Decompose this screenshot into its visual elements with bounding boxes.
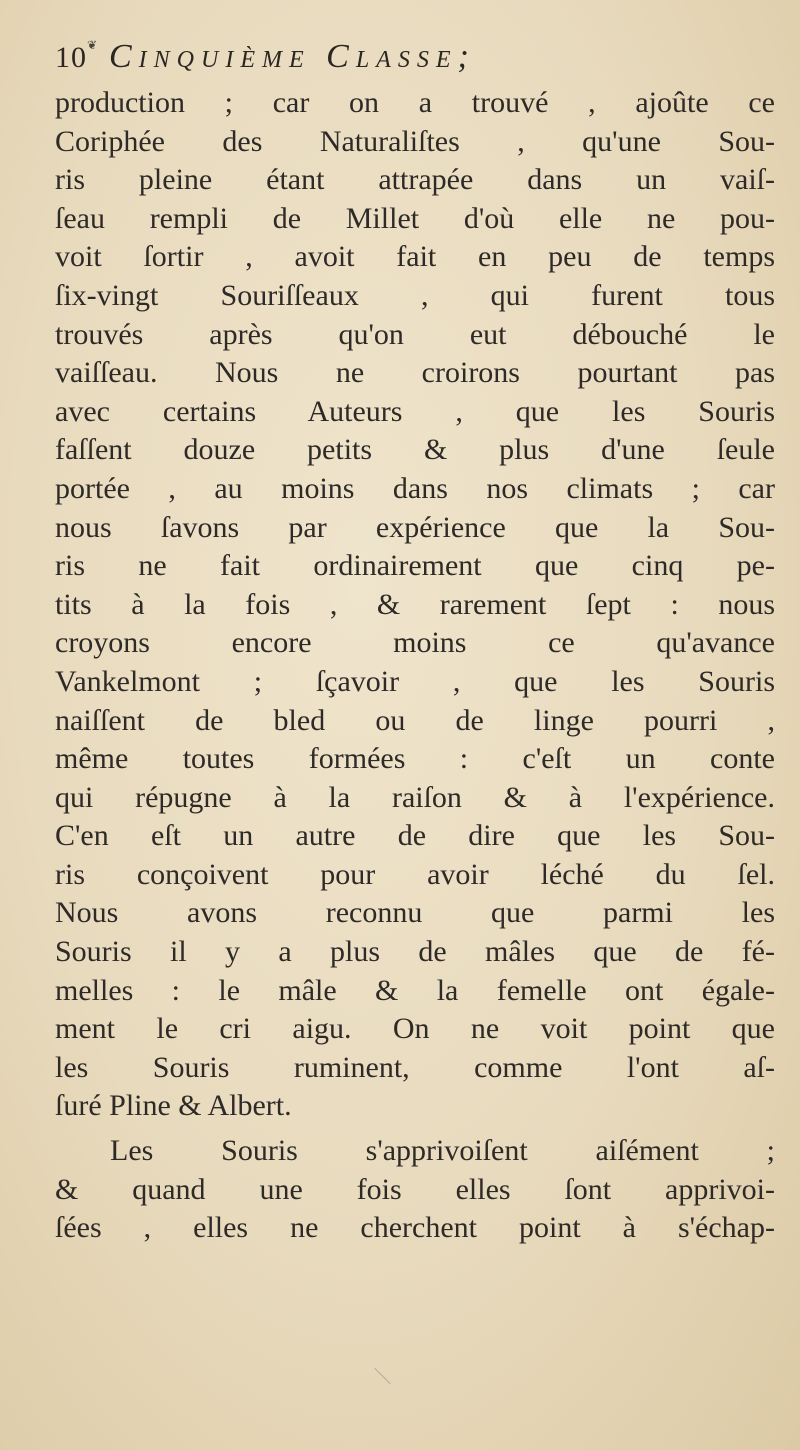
text-line: ſeau rempli de Millet d'où elle ne pou- [55,201,775,235]
text-line: ris ne fait ordinairement que cinq pe- [55,549,775,583]
text-line: tits à la fois , & rarement ſept : nous [55,587,775,621]
text-line: Coriphée des Naturaliſtes , qu'une Sou- [55,124,775,158]
text-line: vaiſſeau. Nous ne croirons pourtant pas [55,356,775,390]
text-line: C'en eſt un autre de dire que les Sou- [55,819,775,853]
text-line: même toutes formées : c'eſt un conte [55,742,775,776]
text-line: Vankelmont ; ſçavoir , que les Souris [55,664,775,698]
text-line: qui répugne à la raiſon & à l'expérience. [55,780,775,814]
text-line: Souris il y a plus de mâles que de fé- [55,935,775,969]
text-line: trouvés après qu'on eut débouché le [55,317,775,351]
text-line: les Souris ruminent, comme l'ont aſ- [55,1050,775,1084]
text-line: ris conçoivent pour avoir léché du ſel. [55,857,775,891]
text-line: ſuré Pline & Albert. [55,1089,292,1123]
text-line: ſix-vingt Souriſſeaux , qui furent tous [55,278,775,312]
body-text [55,84,775,1248]
printer-ornament-icon: ❦ [87,38,98,52]
text-line: Les Souris s'apprivoiſent aiſément ; [110,1134,775,1168]
text-line: voit ſortir , avoit fait en peu de temps [55,240,775,274]
text-line: Nous avons reconnu que parmi les [55,896,775,930]
text-line: ris pleine étant attrapée dans un vaiſ- [55,163,775,197]
text-line: ſées , elles ne cherchent point à s'échap- [55,1211,775,1245]
text-line: ment le cri aigu. On ne voit point que [55,1012,775,1046]
page-number: 10 [55,41,87,74]
text-line: avec certains Auteurs , que les Souris [55,394,775,428]
text-line: naiſſent de bled ou de linge pourri , [55,703,775,737]
text-line: croyons encore moins ce qu'avance [55,626,775,660]
text-line: production ; car on a trouvé , ajoûte ce [55,86,775,119]
running-head: Cinquième Classe; [109,38,476,75]
text-line: portée , au moins dans nos climats ; car [55,471,775,505]
text-line: & quand une fois elles ſont apprivoi- [55,1172,775,1206]
text-line: melles : le mâle & la femelle ont égale- [55,973,775,1007]
paper-blemish [374,1368,390,1384]
text-line: nous ſavons par expérience que la Sou- [55,510,775,544]
text-line: faſſent douze petits & plus d'une ſeule [55,433,775,467]
